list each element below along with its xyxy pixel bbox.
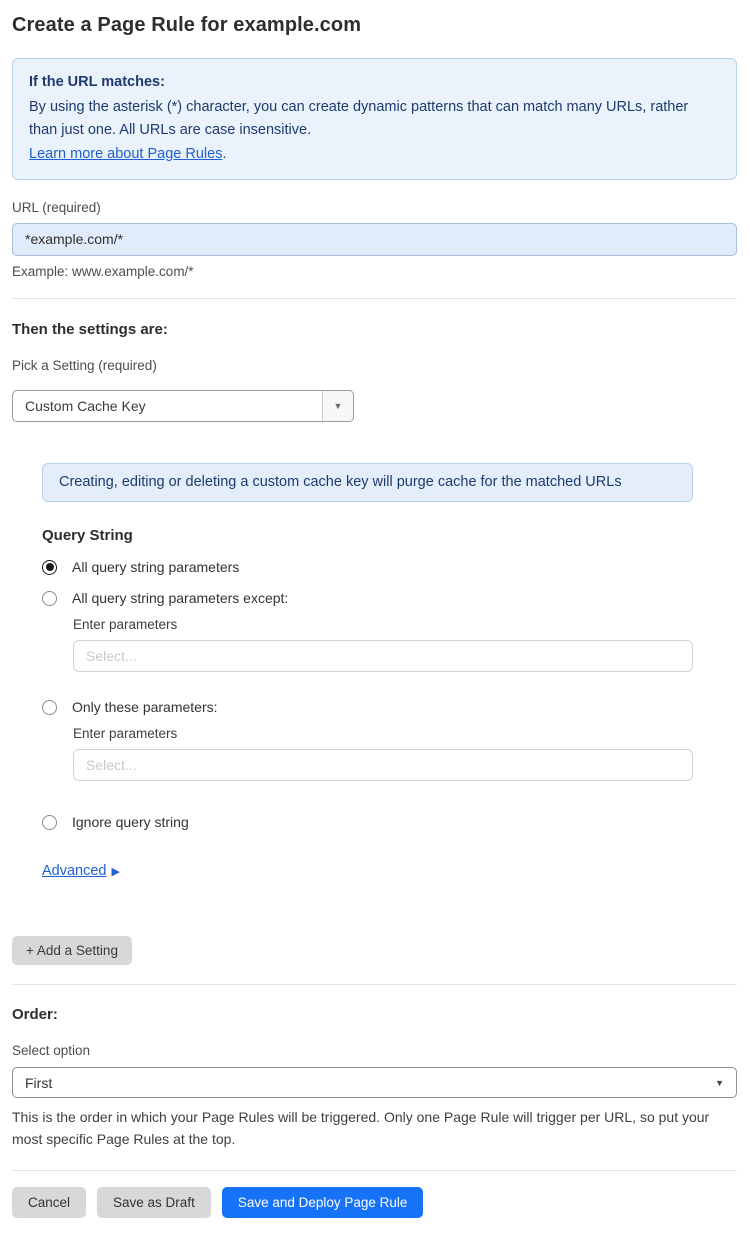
radio-label[interactable]: All query string parameters except: bbox=[72, 590, 289, 607]
radio-option-ignore-qs[interactable] bbox=[42, 814, 737, 830]
save-deploy-button[interactable]: Save and Deploy Page Rule bbox=[222, 1187, 424, 1218]
setting-dropdown-value: Custom Cache Key bbox=[25, 397, 146, 414]
link-suffix: . bbox=[222, 145, 227, 162]
radio-button[interactable] bbox=[42, 815, 57, 830]
divider bbox=[12, 1170, 737, 1171]
infobox-link-row bbox=[29, 143, 720, 166]
query-string-heading: Query String bbox=[42, 527, 133, 545]
add-setting-button[interactable]: + Add a Setting bbox=[12, 936, 132, 965]
order-select-value: First bbox=[25, 1074, 53, 1091]
setting-dropdown[interactable] bbox=[12, 390, 354, 422]
setting-dropdown-caret-button[interactable] bbox=[322, 391, 353, 421]
pick-setting-label: Pick a Setting (required) bbox=[12, 357, 157, 373]
radio-button[interactable] bbox=[42, 700, 57, 715]
advanced-link-label[interactable]: Advanced bbox=[42, 863, 107, 880]
divider bbox=[12, 298, 737, 299]
divider bbox=[12, 984, 737, 985]
enter-parameters-label: Enter parameters bbox=[73, 617, 178, 633]
except-parameters-input[interactable] bbox=[73, 640, 693, 672]
radio-button[interactable] bbox=[42, 591, 57, 606]
custom-cache-key-section bbox=[42, 463, 737, 880]
radio-option-only-these[interactable] bbox=[42, 699, 737, 715]
page-title: Create a Page Rule for example.com bbox=[12, 14, 362, 36]
only-params-block bbox=[73, 726, 737, 781]
radio-button-selected[interactable] bbox=[42, 560, 57, 575]
settings-heading: Then the settings are: bbox=[12, 320, 168, 338]
learn-more-link[interactable]: Learn more about Page Rules bbox=[29, 145, 223, 162]
order-helper-text: This is the order in which your Page Rules will be triggered. Only one Page Rule will trigger per URL, so put your most specific Page Rules at the top. bbox=[12, 1109, 710, 1147]
advanced-toggle[interactable] bbox=[42, 863, 120, 879]
caret-down-icon: ▼ bbox=[333, 400, 343, 411]
radio-label[interactable]: Only these parameters: bbox=[72, 699, 218, 716]
radio-option-all-except[interactable] bbox=[42, 590, 737, 606]
url-label: URL (required) bbox=[12, 199, 101, 215]
infobox-body: By using the asterisk (*) character, you can create dynamic patterns that can match many URLs, rather than just one. All URLs are case insensitive. bbox=[29, 99, 689, 139]
radio-label[interactable]: All query string parameters bbox=[72, 559, 240, 576]
order-heading: Order: bbox=[12, 1006, 58, 1024]
order-select[interactable] bbox=[12, 1067, 737, 1098]
radio-label[interactable]: Ignore query string bbox=[72, 814, 189, 831]
cache-purge-notice: Creating, editing or deleting a custom cache key will purge cache for the matched URLs bbox=[42, 463, 693, 502]
arrow-right-icon: ▶ bbox=[111, 866, 120, 879]
order-select-label: Select option bbox=[12, 1043, 91, 1059]
infobox-heading: If the URL matches: bbox=[29, 74, 165, 90]
url-match-infobox bbox=[12, 58, 737, 180]
except-params-block bbox=[73, 617, 737, 672]
save-draft-button[interactable]: Save as Draft bbox=[97, 1187, 211, 1218]
radio-option-all-params[interactable] bbox=[42, 559, 737, 575]
caret-down-icon: ▼ bbox=[715, 1077, 724, 1088]
enter-parameters-label: Enter parameters bbox=[73, 726, 178, 742]
cancel-button[interactable]: Cancel bbox=[12, 1187, 86, 1218]
url-helper: Example: www.example.com/* bbox=[12, 263, 194, 279]
url-input[interactable] bbox=[12, 223, 737, 256]
footer-actions bbox=[12, 1187, 737, 1218]
only-parameters-input[interactable] bbox=[73, 749, 693, 781]
